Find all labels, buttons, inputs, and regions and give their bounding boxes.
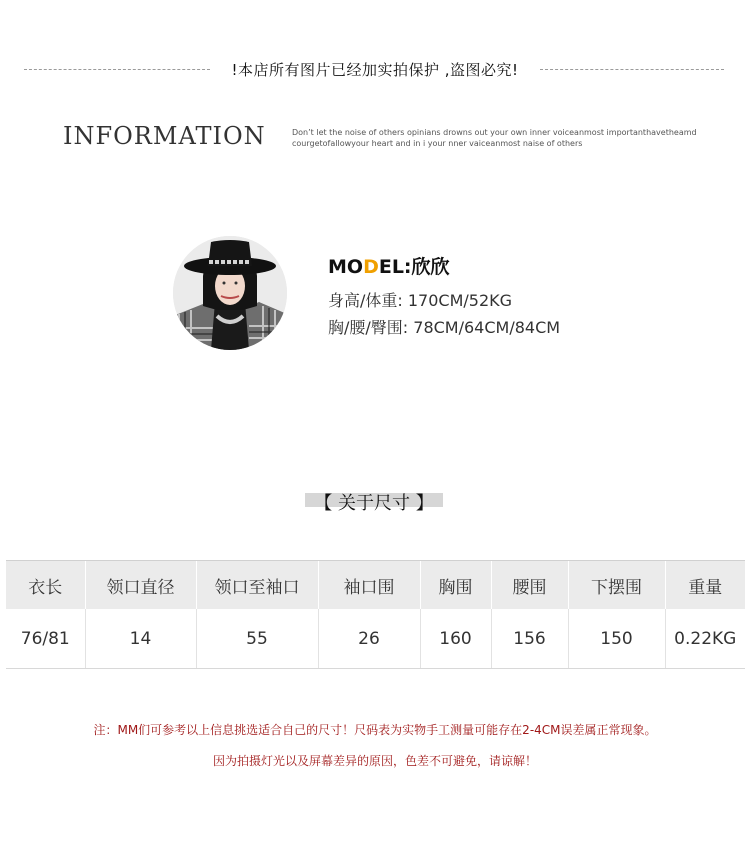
description-line-1: Don’t let the noise of others opinians drowns out your own inner voiceanmost importanthavetheamd (292, 128, 697, 137)
cell-neck-diameter: 14 (85, 609, 196, 669)
description-line-2: courgetofallowyour heart and in i your nner vaiceanmost naise of others (292, 139, 583, 148)
information-description (292, 127, 712, 149)
header-hem: 下摆围 (568, 561, 665, 610)
cell-cuff: 26 (318, 609, 420, 669)
model-name-line (328, 252, 450, 279)
model-label-accent: D (363, 256, 379, 278)
size-table-row (6, 609, 745, 669)
information-title: INFORMATION (63, 122, 266, 150)
cell-hem: 150 (568, 609, 665, 669)
header-weight: 重量 (665, 561, 745, 610)
cell-neck-to-cuff: 55 (196, 609, 318, 669)
copyright-notice: !本店所有图片已经加实拍保护 ,盗图必究! (0, 59, 750, 80)
size-table-header-row (6, 561, 745, 610)
model-avatar (173, 236, 287, 350)
header-waist: 腰围 (491, 561, 568, 610)
header-length: 衣长 (6, 561, 85, 610)
model-label-suffix: EL: (378, 256, 412, 278)
cell-length: 76/81 (6, 609, 85, 669)
cell-weight: 0.22KG (665, 609, 745, 669)
cell-waist: 156 (491, 609, 568, 669)
model-name: 欣欣 (411, 256, 450, 278)
header-neck-to-cuff: 领口至袖口 (196, 561, 318, 610)
size-heading: 【 关于尺寸 】 (314, 493, 434, 514)
model-bust-waist-hip: 胸/腰/臀围: 78CM/64CM/84CM (328, 318, 561, 337)
color-note: 因为拍摄灯光以及屏幕差异的原因，色差不可避免，请谅解！ (212, 754, 537, 768)
header-cuff: 袖口围 (318, 561, 420, 610)
cell-bust: 160 (420, 609, 491, 669)
header-bust: 胸围 (420, 561, 491, 610)
model-label-prefix: MO (328, 256, 364, 278)
size-note: 注：MM们可参考以上信息挑选适合自己的尺寸！尺码表为实物手工测量可能存在2-4CM误差属正常现象。 (93, 723, 657, 737)
model-photo (173, 236, 287, 350)
size-table (6, 560, 745, 669)
model-height-weight: 身高/体重: 170CM/52KG (328, 291, 513, 310)
header-neck-diameter: 领口直径 (85, 561, 196, 610)
